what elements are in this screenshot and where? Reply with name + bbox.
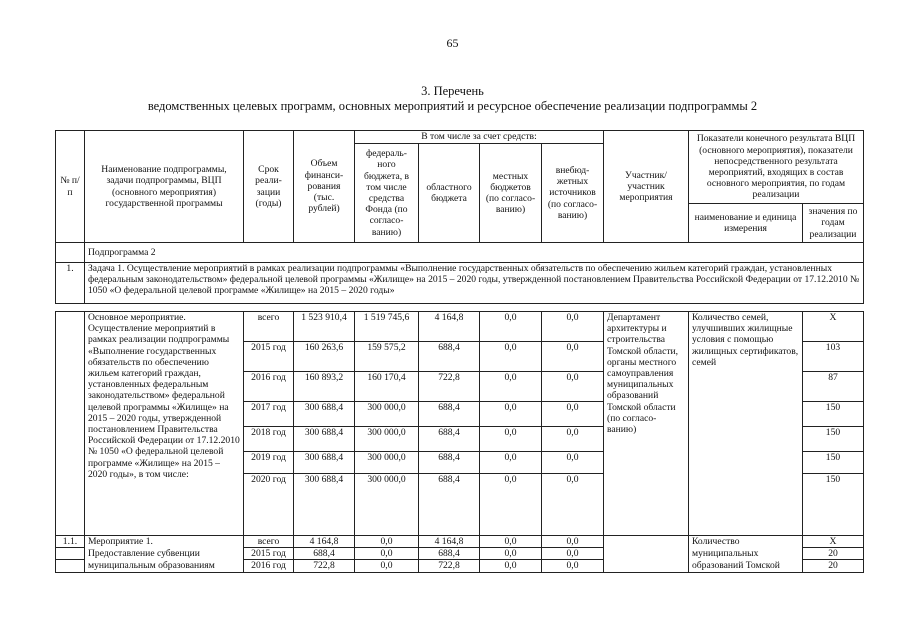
col-header-indicator-name: наименование и единица измерения (689, 204, 803, 243)
volume-cell: 160 263,6 (294, 342, 355, 372)
term-cell: 2016 год (244, 560, 294, 572)
activity-1-name-line: муниципальным образованиям (85, 560, 244, 572)
programs-table (55, 130, 864, 573)
local-cell: 0,0 (480, 452, 542, 474)
regional-cell: 4 164,8 (419, 312, 480, 342)
col-header-num: № п/п (56, 131, 85, 243)
col-header-sources-group: В том числе за счет средств: (355, 131, 604, 144)
col-header-extra: внебюд-жетных источников (по согласо-ванию) (542, 144, 604, 243)
extra-cell: 0,0 (542, 312, 604, 342)
value-cell: 150 (803, 427, 864, 452)
main-activity-indicator: Количество семей, улучшивших жилищные условия с помощью жилищных сертификатов, семей (689, 312, 803, 536)
term-cell: 2017 год (244, 402, 294, 427)
activity-1-row (56, 560, 864, 572)
local-cell: 0,0 (480, 427, 542, 452)
page-subtitle: ведомственных целевых программ, основных мероприятий и ресурсное обеспечение реализации подпрограммы 2 (147, 99, 758, 113)
volume-cell: 1 523 910,4 (294, 312, 355, 342)
col-header-regional: областного бюджета (419, 144, 480, 243)
value-cell: 20 (803, 548, 864, 560)
col-header-term: Срок реали-зации (годы) (244, 131, 294, 243)
col-header-participant: Участник/ участник мероприятия (604, 131, 689, 243)
activity-1-indicator-line: муниципальных (689, 548, 803, 560)
task-num: 1. (56, 263, 85, 304)
spacer-row (56, 304, 864, 312)
local-cell: 0,0 (480, 548, 542, 560)
regional-cell: 688,4 (419, 548, 480, 560)
main-activity-row (56, 312, 864, 342)
local-cell: 0,0 (480, 536, 542, 548)
activity-1-name-line: Мероприятие 1. (85, 536, 244, 548)
page-number: 65 (446, 36, 459, 50)
regional-cell: 4 164,8 (419, 536, 480, 548)
term-cell: всего (244, 536, 294, 548)
col-header-indicators-group: Показатели конечного результата ВЦП (основного мероприятия), показатели непосредственного результата мероприятий, входящих в состав основного мероприятия, по годам реализации (689, 131, 864, 204)
federal-cell: 300 000,0 (355, 402, 419, 427)
regional-cell: 688,4 (419, 342, 480, 372)
volume-cell: 4 164,8 (294, 536, 355, 548)
volume-cell: 688,4 (294, 548, 355, 560)
local-cell: 0,0 (480, 312, 542, 342)
term-cell: 2018 год (244, 427, 294, 452)
term-cell: 2016 год (244, 372, 294, 402)
term-cell: 2015 год (244, 548, 294, 560)
col-header-federal: федераль-ного бюджета, в том числе средства Фонда (по согласо-ванию) (355, 144, 419, 243)
header-row-1 (56, 131, 864, 144)
extra-cell: 0,0 (542, 427, 604, 452)
page-title: 3. Перечень (421, 84, 484, 98)
volume-cell: 300 688,4 (294, 452, 355, 474)
activity-1-num: 1.1. (56, 536, 85, 548)
value-cell: X (803, 312, 864, 342)
local-cell: 0,0 (480, 342, 542, 372)
col-header-volume: Объем финанси-рования (тыс. рублей) (294, 131, 355, 243)
activity-1-row (56, 536, 864, 548)
activity-1-indicator-line: образований Томской (689, 560, 803, 572)
regional-cell: 688,4 (419, 402, 480, 427)
subprogram-row (56, 243, 864, 263)
federal-cell: 159 575,2 (355, 342, 419, 372)
value-cell: 87 (803, 372, 864, 402)
col-header-name: Наименование подпрограммы, задачи подпрограммы, ВЦП (основного мероприятия) государственной программы (85, 131, 244, 243)
value-cell: 150 (803, 452, 864, 474)
federal-cell: 1 519 745,6 (355, 312, 419, 342)
federal-cell: 160 170,4 (355, 372, 419, 402)
term-cell: 2015 год (244, 342, 294, 372)
extra-cell: 0,0 (542, 560, 604, 572)
local-cell: 0,0 (480, 474, 542, 536)
local-cell: 0,0 (480, 372, 542, 402)
local-cell: 0,0 (480, 560, 542, 572)
federal-cell: 0,0 (355, 560, 419, 572)
term-cell: 2020 год (244, 474, 294, 536)
value-cell: X (803, 536, 864, 548)
extra-cell: 0,0 (542, 372, 604, 402)
subprogram-label: Подпрограмма 2 (85, 243, 864, 263)
regional-cell: 688,4 (419, 474, 480, 536)
extra-cell: 0,0 (542, 536, 604, 548)
extra-cell: 0,0 (542, 342, 604, 372)
federal-cell: 300 000,0 (355, 427, 419, 452)
term-cell: всего (244, 312, 294, 342)
volume-cell: 300 688,4 (294, 474, 355, 536)
extra-cell: 0,0 (542, 474, 604, 536)
value-cell: 103 (803, 342, 864, 372)
regional-cell: 688,4 (419, 452, 480, 474)
activity-1-name-line: Предоставление субвенции (85, 548, 244, 560)
regional-cell: 722,8 (419, 560, 480, 572)
volume-cell: 300 688,4 (294, 427, 355, 452)
federal-cell: 0,0 (355, 536, 419, 548)
extra-cell: 0,0 (542, 402, 604, 427)
activity-1-indicator-line: Количество (689, 536, 803, 548)
col-header-indicator-values: значения по годам реализации (803, 204, 864, 243)
federal-cell: 300 000,0 (355, 474, 419, 536)
term-cell: 2019 год (244, 452, 294, 474)
task-row (56, 263, 864, 304)
federal-cell: 0,0 (355, 548, 419, 560)
main-activity-name: Основное мероприятие. Осуществление мероприятий в рамках реализации подпрограммы «Выполнение государственных обязательств по обеспечению жильем категорий граждан, установленных федеральным законодательством» федеральной целевой программы «Жилище» на 2015 – 2020 годы, утвержденной постановлением Правительства Российской Федерации от 17.12.2010 № 1050 «О федеральной целевой программе «Жилище» на 2015 – 2020 годы», в том числе: (85, 312, 244, 536)
federal-cell: 300 000,0 (355, 452, 419, 474)
col-header-local: местных бюджетов (по согласо-ванию) (480, 144, 542, 243)
local-cell: 0,0 (480, 402, 542, 427)
regional-cell: 688,4 (419, 427, 480, 452)
extra-cell: 0,0 (542, 452, 604, 474)
activity-1-row (56, 548, 864, 560)
volume-cell: 722,8 (294, 560, 355, 572)
value-cell: 20 (803, 560, 864, 572)
regional-cell: 722,8 (419, 372, 480, 402)
volume-cell: 160 893,2 (294, 372, 355, 402)
task-text: Задача 1. Осуществление мероприятий в рамках реализации подпрограммы «Выполнение государственных обязательств по обеспечению жильем категорий граждан, установленных федеральным законодательством» федеральной целевой программы «Жилище» на 2015 – 2020 годы, утвержденной постановлением Правительства Российской Федерации от 17.12.2010 № 1050 «О федеральной целевой программе «Жилище» на 2015 – 2020 годы» (85, 263, 864, 304)
main-activity-participant: Департамент архитектуры и строительства Томской области, органы местного самоуправления муниципальных образований Томской области (по согласо-ванию) (604, 312, 689, 536)
volume-cell: 300 688,4 (294, 402, 355, 427)
extra-cell: 0,0 (542, 548, 604, 560)
value-cell: 150 (803, 402, 864, 427)
value-cell: 150 (803, 474, 864, 536)
